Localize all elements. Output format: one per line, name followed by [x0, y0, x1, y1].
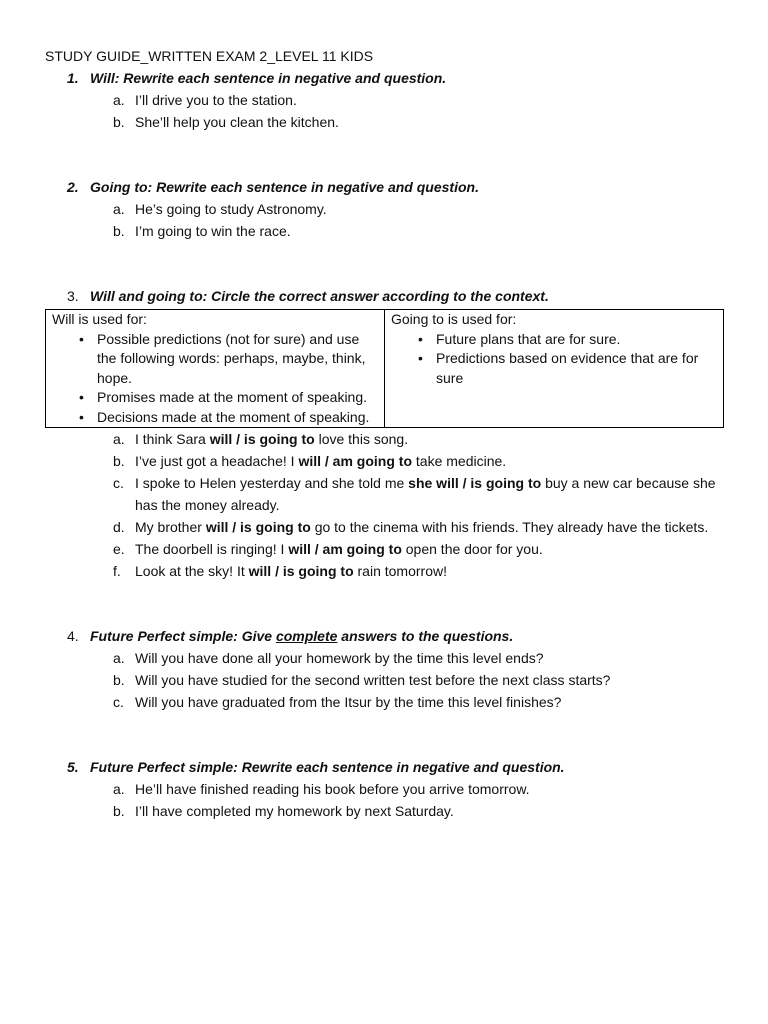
- bullet-icon: •: [79, 389, 84, 405]
- list-item: [52, 408, 379, 428]
- item-text-post: rain tomorrow!: [353, 563, 447, 579]
- list-item: [45, 450, 735, 472]
- list-item: [45, 800, 735, 822]
- bullet-text: Predictions based on evidence that are for sure: [436, 350, 699, 386]
- item-letter: a.: [113, 431, 125, 447]
- item-letter: f.: [113, 563, 121, 579]
- list-item: [45, 220, 735, 242]
- section-heading-text: Going to: Rewrite each sentence in negative and question.: [90, 179, 479, 195]
- answer-choice: will / am going to: [298, 453, 413, 469]
- item-letter: b.: [113, 223, 125, 239]
- item-text-post: take medicine.: [412, 453, 507, 469]
- section-number: 2.: [67, 179, 79, 195]
- bullet-icon: •: [79, 408, 84, 425]
- list-item: [45, 89, 735, 111]
- item-letter: a.: [113, 650, 125, 666]
- bullet-icon: •: [79, 330, 84, 347]
- section-2-items: [45, 198, 735, 242]
- item-text: She’ll help you clean the kitchen.: [135, 114, 339, 130]
- going-to-usage-cell: [385, 310, 724, 428]
- item-text-pre: I spoke to Helen yesterday and she told me: [135, 475, 409, 491]
- section-heading-text: Future Perfect simple: Rewrite each sentence in negative and question.: [90, 759, 565, 775]
- list-item: [45, 691, 735, 713]
- section-3-heading: [45, 285, 735, 307]
- section-4-items: [45, 647, 735, 713]
- item-text: Will you have graduated from the Itsur by the time this level finishes?: [135, 694, 562, 710]
- item-text-pre: My brother: [135, 519, 206, 535]
- section-5-items: [45, 778, 735, 822]
- list-item: [45, 111, 735, 133]
- item-letter: a.: [113, 92, 125, 108]
- bullet-text: Future plans that are for sure.: [436, 330, 621, 347]
- item-letter: c.: [113, 694, 124, 710]
- list-item: [45, 198, 735, 220]
- section-3-items: [45, 428, 735, 582]
- section-4-heading: [45, 625, 735, 647]
- item-letter: b.: [113, 114, 125, 130]
- section-heading-underlined: complete: [275, 628, 338, 644]
- will-usage-list: [52, 330, 379, 428]
- item-letter: a.: [113, 201, 125, 217]
- item-text: He’s going to study Astronomy.: [135, 201, 327, 217]
- item-text-post: go to the cinema with his friends. They already have the tickets.: [310, 519, 709, 535]
- answer-choice: will / is going to: [205, 519, 311, 535]
- answer-choice: will / am going to: [288, 541, 402, 557]
- bullet-icon: •: [418, 330, 423, 347]
- list-item: [391, 330, 718, 350]
- list-item: [45, 560, 735, 582]
- section-heading-text: Will: Rewrite each sentence in negative and question.: [90, 70, 447, 86]
- item-text: Will you have done all your homework by the time this level ends?: [135, 650, 544, 666]
- section-heading-post: answers to the questions.: [337, 628, 514, 644]
- going-to-usage-list: [391, 330, 718, 389]
- list-item: [52, 388, 379, 408]
- bullet-text: Possible predictions (not for sure) and use the following words: perhaps, maybe, think, hope.: [97, 330, 366, 386]
- item-text: He’ll have finished reading his book before you arrive tomorrow.: [135, 781, 530, 797]
- document-title: STUDY GUIDE_WRITTEN EXAM 2_LEVEL 11 KIDS: [45, 48, 374, 64]
- section-5-heading: [45, 756, 735, 778]
- list-item: [45, 778, 735, 800]
- item-text-post: buy a new car because she has the money already.: [135, 475, 716, 513]
- list-item: [45, 428, 735, 450]
- usage-table: [45, 309, 724, 428]
- document-page: [45, 45, 735, 822]
- bullet-text: Decisions made at the moment of speaking.: [97, 408, 370, 425]
- answer-choice: she will / is going to: [408, 475, 542, 491]
- section-number: 3.: [67, 288, 79, 304]
- item-text-pre: I’ve just got a headache! I: [135, 453, 299, 469]
- item-text-post: open the door for you.: [401, 541, 543, 557]
- section-2-heading: [45, 176, 735, 198]
- bullet-text: Promises made at the moment of speaking.: [97, 389, 368, 405]
- answer-choice: will / is going to: [248, 563, 354, 579]
- will-usage-header: Will is used for:: [52, 311, 147, 327]
- list-item: [45, 472, 735, 516]
- list-item: [391, 349, 718, 388]
- section-heading-pre: Future Perfect simple: Give: [90, 628, 276, 644]
- answer-choice: will / is going to: [209, 431, 315, 447]
- section-1-heading: [45, 67, 735, 89]
- going-to-usage-header: Going to is used for:: [391, 311, 517, 327]
- list-item: [45, 647, 735, 669]
- item-text-pre: The doorbell is ringing! I: [135, 541, 289, 557]
- item-letter: b.: [113, 672, 125, 688]
- item-letter: b.: [113, 803, 125, 819]
- item-text: Will you have studied for the second written test before the next class starts?: [135, 672, 611, 688]
- list-item: [52, 330, 379, 389]
- item-text-pre: I think Sara: [135, 431, 210, 447]
- list-item: [45, 516, 735, 538]
- list-item: [45, 538, 735, 560]
- list-item: [45, 669, 735, 691]
- item-letter: e.: [113, 541, 125, 557]
- section-number: 1.: [67, 70, 79, 86]
- item-letter: d.: [113, 519, 125, 535]
- will-usage-cell: [46, 310, 385, 428]
- section-number: 4.: [67, 628, 79, 644]
- item-letter: a.: [113, 781, 125, 797]
- item-text-pre: Look at the sky! It: [135, 563, 249, 579]
- item-letter: c.: [113, 475, 124, 491]
- item-text: I’ll have completed my homework by next Saturday.: [135, 803, 454, 819]
- item-text: I’m going to win the race.: [135, 223, 291, 239]
- bullet-icon: •: [418, 350, 423, 366]
- item-letter: b.: [113, 453, 125, 469]
- section-1-items: [45, 89, 735, 133]
- section-heading-text: Will and going to: Circle the correct answer according to the context.: [90, 288, 549, 304]
- section-number: 5.: [67, 759, 79, 775]
- item-text: I’ll drive you to the station.: [135, 92, 297, 108]
- item-text-post: love this song.: [314, 431, 409, 447]
